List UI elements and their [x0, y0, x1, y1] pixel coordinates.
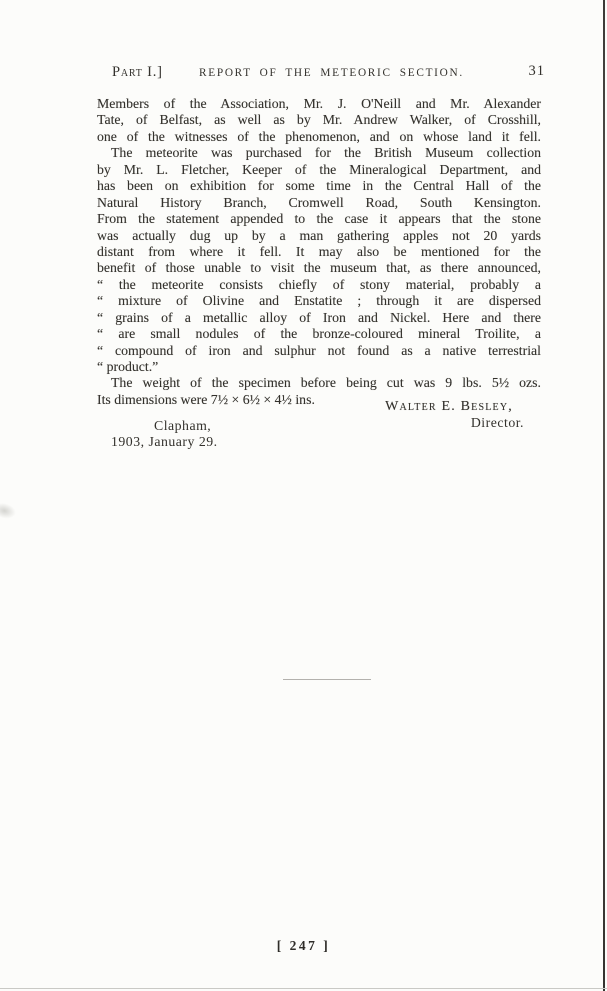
text-line: by Mr. L. Fletcher, Keeper of the Mineralogical Department, and [97, 161, 541, 177]
text-line: “ compound of iron and sulphur not found as a native terrestrial [97, 342, 541, 358]
scan-edge-bottom-line [0, 988, 607, 989]
text-line: The weight of the specimen before being cut was 9 lbs. 5½ ozs. [111, 375, 541, 391]
text-line: “ are small nodules of the bronze-coloured mineral Troilite, a [97, 326, 541, 342]
text-line: The meteorite was purchased for the British Museum collection [111, 145, 541, 161]
text-line: was actually dug up by a man gathering apples not 20 yards [97, 227, 541, 243]
divider-rule [283, 679, 371, 680]
text-line: “ grains of a metallic alloy of Iron and Nickel. Here and there [97, 309, 541, 325]
signature-name: Walter E. Besley, [385, 399, 513, 414]
text-line: Members of the Association, Mr. J. O'Neill and Mr. Alexander [97, 96, 541, 111]
header-title: REPORT OF THE METEORIC SECTION. [199, 67, 464, 79]
header-part-label: Part I.] [112, 64, 163, 80]
signature-title: Director. [470, 415, 524, 430]
page-header [97, 63, 545, 85]
signature-place: Clapham, [154, 418, 212, 433]
text-line: benefit of those unable to visit the museum that, as there announced, [97, 260, 541, 276]
text-line: one of the witnesses of the phenomenon, and on whose land it fell. [97, 128, 541, 144]
text-line: distant from where it fell. It may also be mentioned for the [97, 243, 541, 259]
text-line: Its dimensions were 7½ × 6½ × 4½ ins. [97, 391, 315, 407]
text-line: “ the meteorite consists chiefly of stony material, probably a [97, 276, 541, 292]
scan-edge-right-line [603, 0, 605, 991]
text-line: From the statement appended to the case it appears that the stone [97, 211, 541, 227]
body-text [97, 96, 541, 408]
text-line: “ mixture of Olivine and Enstatite ; through it are dispersed [97, 293, 541, 309]
text-line: “ product.” [97, 359, 159, 374]
scan-smudge-artifact [0, 502, 18, 521]
folio-number: [ 247 ] [276, 938, 331, 953]
signature-date: 1903, January 29. [111, 434, 218, 449]
text-line: has been on exhibition for some time in the Central Hall of the [97, 178, 541, 194]
text-line: Natural History Branch, Cromwell Road, South Kensington. [97, 194, 541, 210]
text-line: Tate, of Belfast, as well as by Mr. Andrew Walker, of Crosshill, [97, 112, 541, 128]
header-page-number: 31 [528, 63, 545, 79]
